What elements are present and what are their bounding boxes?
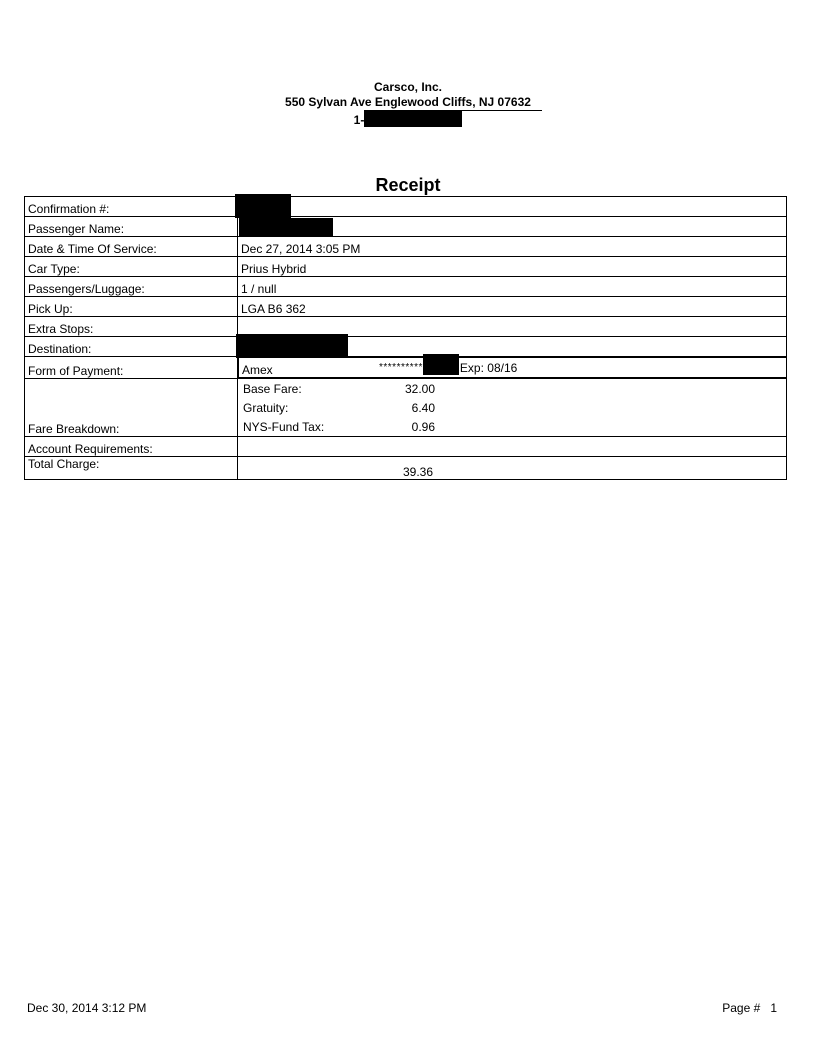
row-account-requirements [25, 437, 787, 457]
fare-item-amount: 6.40 [411, 400, 435, 415]
fare-item [241, 398, 783, 417]
total-value: 39.36 [402, 465, 433, 479]
passenger-value [238, 217, 787, 237]
company-name: Carsco, Inc. [373, 80, 443, 94]
car-type-label: Car Type: [25, 257, 238, 277]
fare-item-amount: 0.96 [411, 419, 435, 434]
destination-label: Destination: [25, 337, 238, 357]
datetime-label: Date & Time Of Service: [25, 237, 238, 257]
pickup-value: LGA B6 362 [238, 297, 787, 317]
card-mask: ********** [379, 362, 423, 373]
passengers-luggage-label: Passengers/Luggage: [25, 277, 238, 297]
company-phone [354, 110, 463, 128]
row-pickup [25, 297, 787, 317]
confirmation-label: Confirmation #: [25, 197, 238, 217]
fare-item-name: NYS-Fund Tax: [243, 419, 325, 434]
company-header [0, 80, 816, 128]
row-passengers-luggage [25, 277, 787, 297]
fare-breakdown [238, 379, 787, 437]
row-total [25, 457, 787, 480]
printed-timestamp: Dec 30, 2014 3:12 PM [27, 1001, 147, 1015]
passengers-luggage-value: 1 / null [238, 277, 787, 297]
row-car-type [25, 257, 787, 277]
page-label: Page # [722, 1001, 761, 1015]
fare-item [241, 417, 783, 436]
row-passenger [25, 217, 787, 237]
datetime-value: Dec 27, 2014 3:05 PM [238, 237, 787, 257]
phone-redaction [364, 110, 462, 127]
payment-label: Form of Payment: [25, 357, 238, 379]
receipt-title: Receipt [375, 175, 441, 195]
row-payment [25, 357, 787, 379]
passenger-label: Passenger Name: [25, 217, 238, 237]
account-requirements-value [238, 437, 787, 457]
confirmation-redaction [235, 194, 291, 218]
row-confirmation [25, 197, 787, 217]
pickup-label: Pick Up: [25, 297, 238, 317]
fare-item-name: Base Fare: [243, 381, 302, 396]
row-fare-breakdown [25, 379, 787, 437]
page-number [722, 1001, 777, 1015]
payment-card [379, 354, 517, 375]
row-datetime [25, 237, 787, 257]
address-underline [371, 110, 542, 111]
destination-redaction [236, 334, 348, 358]
card-expiry: Exp: 08/16 [459, 361, 518, 375]
confirmation-value [238, 197, 787, 217]
receipt-table [24, 196, 787, 480]
page-value: 1 [770, 1001, 777, 1015]
total-value-cell [238, 457, 787, 480]
row-extra-stops [25, 317, 787, 337]
total-label: Total Charge: [25, 457, 238, 480]
extra-stops-label: Extra Stops: [25, 317, 238, 337]
car-type-value: Prius Hybrid [238, 257, 787, 277]
fare-item-name: Gratuity: [243, 400, 289, 415]
company-address: 550 Sylvan Ave Englewood Cliffs, NJ 07632 [285, 95, 531, 109]
card-redaction [423, 354, 459, 375]
account-requirements-label: Account Requirements: [25, 437, 238, 457]
passenger-redaction [239, 218, 333, 236]
fare-item-amount: 32.00 [404, 381, 435, 396]
fare-item [241, 379, 783, 398]
phone-prefix: 1- [353, 113, 365, 127]
payment-method: Amex [242, 363, 273, 377]
fare-label: Fare Breakdown: [25, 379, 238, 437]
payment-value [238, 357, 787, 378]
